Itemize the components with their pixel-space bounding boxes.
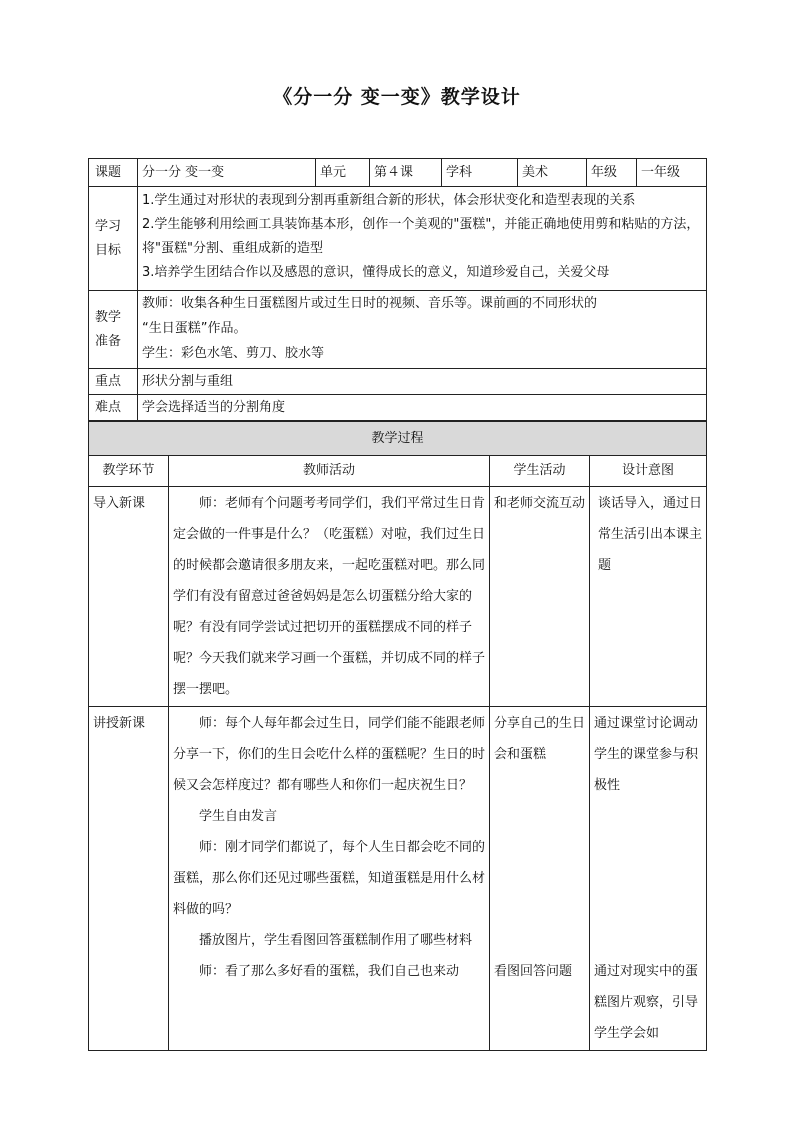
teacher-activity-cell: [169, 487, 490, 707]
teacher-paragraph: 师：每个人每年都会过生日，同学们能不能跟老师分享一下，你们的生日会吃什么样的蛋糕呢？生日的时候又会怎样度过？都有哪些人和你们一起庆祝生日？: [173, 716, 486, 793]
intent-cell: [590, 707, 707, 1051]
table-row: [89, 487, 707, 707]
key-value: 形状分割与重组: [138, 369, 707, 395]
process-section-title: 教学过程: [89, 422, 707, 456]
grade-label: 年级: [587, 159, 637, 187]
teacher-paragraph: 师：看了那么多好看的蛋糕，我们自己也来动: [199, 964, 460, 979]
document-title: 《分一分 变一变》教学设计: [273, 86, 521, 108]
intent-2: 通过对现实中的蛋糕图片观察，引导学生学会如: [594, 964, 699, 1041]
prep-teacher-2: “生日蛋糕”作品。: [142, 321, 247, 336]
intent-cell: 谈话导入，通过日常生活引出本课主题: [590, 487, 707, 707]
topic-value: 分一分 变一变: [138, 159, 316, 187]
prep-student: 学生：彩色水笔、剪刀、胶水等: [142, 346, 325, 361]
objectives-label: 学习目标: [89, 187, 138, 291]
student-activity-2: 看图回答问题: [494, 964, 573, 979]
prep-teacher: 教师：收集各种生日蛋糕图片或过生日时的视频、音乐等。课前画的不同形状的: [142, 296, 598, 311]
header-stage: 教学环节: [89, 456, 169, 487]
prep-label: 教学准备: [89, 291, 138, 369]
difficulty-value: 学会选择适当的分割角度: [138, 395, 707, 421]
table-row: [89, 707, 707, 1051]
subject-label: 学科: [442, 159, 518, 187]
unit-value: 第４课: [370, 159, 442, 187]
process-table: [88, 421, 707, 1051]
stage-cell: 讲授新课: [89, 707, 169, 1051]
student-activity-1: 分享自己的生日会和蛋糕: [494, 716, 586, 762]
teacher-paragraph: 学生自由发言: [199, 809, 278, 824]
student-activity-cell: 和老师交流互动: [490, 487, 590, 707]
key-label: 重点: [89, 369, 138, 395]
objective-2: 2.学生能够利用绘画工具装饰基本形，创作一个美观的"蛋糕"，并能正确地使用剪和粘贴的方法，将"蛋糕"分割、重组成新的造型: [142, 217, 700, 256]
difficulty-label: 难点: [89, 395, 138, 421]
intent-1: 通过课堂讨论调动学生的课堂参与积极性: [594, 716, 699, 793]
teacher-paragraph: 播放图片，学生看图回答蛋糕制作用了哪些材料: [199, 933, 473, 948]
prep-cell: [138, 291, 707, 369]
header-student: 学生活动: [490, 456, 590, 487]
objectives-cell: [138, 187, 707, 291]
stage-cell: 导入新课: [89, 487, 169, 707]
teacher-activity-cell: [169, 707, 490, 1051]
subject-value: 美术: [518, 159, 587, 187]
student-activity-cell: [490, 707, 590, 1051]
info-table: [88, 158, 707, 421]
header-intent: 设计意图: [590, 456, 707, 487]
unit-label: 单元: [316, 159, 370, 187]
grade-value: 一年级: [637, 159, 707, 187]
teacher-paragraph: 师：刚才同学们都说了，每个人生日都会吃不同的蛋糕，那么你们还见过哪些蛋糕，知道蛋糕是用什么材料做的吗？: [173, 840, 486, 917]
objective-1: 1.学生通过对形状的表现到分割再重新组合新的形状，体会形状变化和造型表现的关系: [142, 193, 636, 208]
header-teacher: 教师活动: [169, 456, 490, 487]
topic-label: 课题: [89, 159, 138, 187]
objective-3: 3.培养学生团结合作以及感恩的意识，懂得成长的意义，知道珍爱自己，关爱父母: [142, 265, 610, 280]
teacher-paragraph: 师：老师有个问题考考同学们，我们平常过生日肯定会做的一件事是什么？（吃蛋糕）对啦，我们过生日的时候都会邀请很多朋友来，一起吃蛋糕对吧。那么同学们有没有留意过爸爸妈妈是怎么切蛋糕分给大家的呢？有没有同学尝试过把切开的蛋糕摆成不同的样子呢？今天我们就来学习画一个蛋糕，并切成不同的样子摆一摆吧。: [173, 496, 486, 697]
